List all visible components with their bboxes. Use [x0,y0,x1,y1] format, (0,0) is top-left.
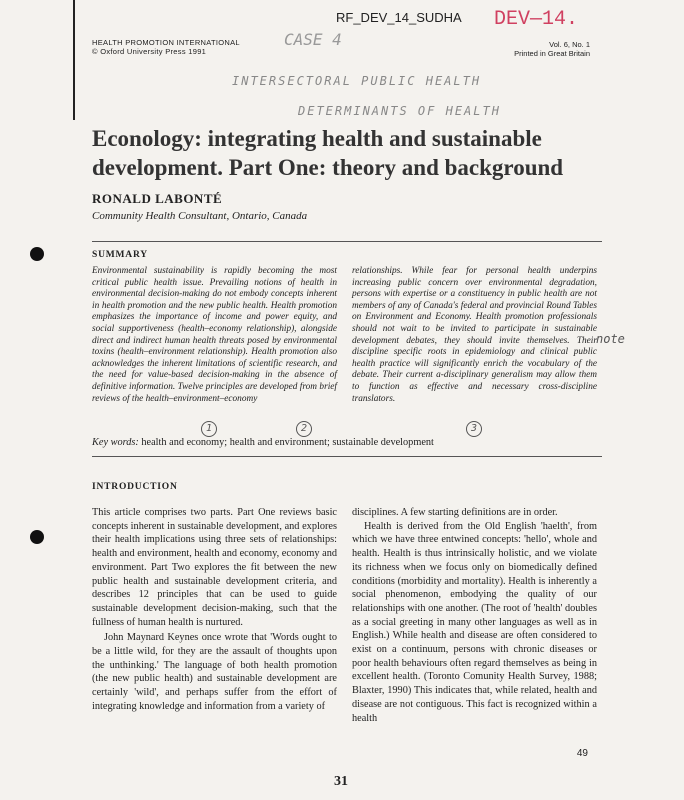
volume-line: Vol. 6, No. 1 [549,40,590,49]
keywords-label: Key words: [92,437,139,448]
summary-top-rule [92,241,602,242]
summary-column-1: Environmental sustainability is rapidly becoming the most critical public health issue. Prevailing notions of health in environmental decision-making do not embody concepts inherent in health promotion and the new public health. Health promotion emphasizes the importance of income and power equity, and social supportiveness (health–economy relationship), alongside direct and indirect human health threats posed by environmental toxins (health–environment relationship). Health promotion also acknowledges the inherent limitations of scientific research, and the need for value-based decision-making in the absence of definitive information. Twelve principles are developed from brief reviews of the health–environment–economy [92,266,337,404]
keyword-mark-2: 2 [296,421,312,437]
summary-heading: SUMMARY [92,250,148,260]
article-title: Econology: integrating health and sustainable development. Part One: theory and background [92,126,564,180]
punch-hole-top [30,247,44,261]
volume-header [514,40,590,58]
summary-column-2: relationships. While fear for personal health underpins increasing public concern over environmental degradation, persons with expertise or a constituency in public health are not members of any of Canada's federal and provincial Round Tables on Environment and Economy. Health promotion professionals should not wait to be invited to participate in sustainable development debates, they should invite themselves. Their discipline specific roots in epidemiology and clinical public health practice will significantly enrich the vocabulary of the debate. Their current a-disciplinary generalism may allow them to function as effective and necessary cross-discipline translators. [352,266,597,404]
keyword-mark-1: 1 [201,421,217,437]
intro-column-1 [92,506,337,714]
journal-header [92,38,240,56]
punch-hole-bottom [30,530,44,544]
printed-line: Printed in Great Britain [514,49,590,58]
keywords-text: health and economy; health and environment; sustainable development [141,437,434,448]
dev-mark: DEV—14. [494,8,579,31]
intro-col2-paragraph-2: Health is derived from the Old English 'haelth', from which we have three entwined concepts: 'hello', whole and health. Health is thus intrinsically holistic, and we violate its richness when we focus only on biomedically defined conditions (morbidity and mortality). Health is inherently a social phenomenon, embodying the quality of our relationships with one another. (The root of 'health' doubles as a social greeting in many other languages as well as in English.) While health and disease are often considered to exist on a continuum, persons with chronic diseases or poor health behaviours often regard themselves as being in excellent health. (Toronto Comunity Health Survey, 1988; Blaxter, 1990) This indicates that, while related, health and disease are not contiguous. This fact is recognized within a health [352,520,597,724]
archive-code: RF_DEV_14_SUDHA [336,10,462,25]
archive-page-number: 31 [334,774,348,789]
handwritten-note-2: DETERMINANTS OF HEALTH [298,104,501,118]
handwritten-note-1: INTERSECTORAL PUBLIC HEALTH [232,74,482,88]
margin-note: note [596,332,625,346]
summary-bottom-rule [92,456,602,457]
keywords-line [92,437,434,448]
journal-name: HEALTH PROMOTION INTERNATIONAL [92,38,240,47]
case-mark: CASE 4 [284,30,342,49]
intro-col1-paragraph-2: John Maynard Keynes once wrote that 'Words ought to be a little wild, for they are the assault of thoughts upon the unthinking.' The language of both health promotion (the new public health) and sustainable development are certainly 'wild', and perhaps suffer from the effort of integrating knowledge and information from a variety of [92,632,337,712]
press-line: © Oxford University Press 1991 [92,47,207,56]
author-affiliation: Community Health Consultant, Ontario, Canada [92,210,308,222]
intro-col2-paragraph-1: disciplines. A few starting definitions are in order. [352,507,558,518]
keyword-mark-3: 3 [466,421,482,437]
intro-column-2 [352,506,597,725]
author-name: RONALD LABONTÉ [92,191,223,206]
left-margin-line [73,0,75,120]
introduction-heading: INTRODUCTION [92,482,178,492]
journal-page-number: 49 [576,748,588,759]
intro-col1-paragraph-1: This article comprises two parts. Part One reviews basic concepts inherent in sustainable development, and explores their health implications using three sets of relationships: health and environment, health and economy, economy and environment. Part Two explores the fit between the new public health and sustainable development criteria, and describes 12 principles that can be used to guide sustainable development decision-making, such that the fullness of human health is nurtured. [92,507,337,628]
